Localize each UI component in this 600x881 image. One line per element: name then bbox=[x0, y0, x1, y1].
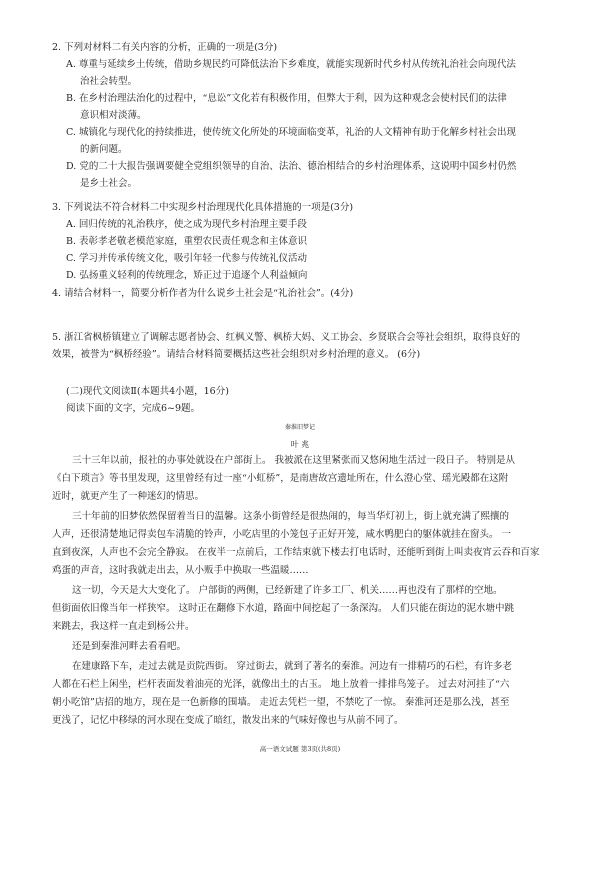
question-2-option-d-line1: D. 党的二十大报告强调要健全党组织领导的自治、法治、德治相结合的乡村治理体系，这说明中国乡村仍然 bbox=[66, 161, 517, 172]
article-author: 叶 兆 bbox=[290, 440, 310, 449]
article-p5-line3: 朝小吃馆”店招的地方，现在是一色新修的围墙。 走近去凭栏一望，不禁吃了一惊。 秦淮河还是那么浅，甚至 bbox=[52, 697, 510, 708]
article-p4-line1 bbox=[52, 638, 552, 656]
question-2-stem: 2. 下列对材料二有关内容的分析，正确的一项是(3分) bbox=[52, 42, 278, 53]
question-2-option-a-line2: 治社会转型。 bbox=[80, 76, 138, 87]
article-p5-line1 bbox=[52, 658, 552, 676]
article-p3-line3: 来跳去，我这样一直走到杨公井。 bbox=[52, 621, 195, 632]
page-footer: 高一语文试题 第3页(共8页) bbox=[259, 745, 341, 753]
article-p5-line2: 人都在石栏上闲坐，栏杆表面发着油亮的光泽，就像出土的古玉。 地上放着一排排鸟笼子。 过去对河挂了“六 bbox=[52, 679, 510, 690]
question-2-option-d-line2: 是乡土社会。 bbox=[80, 178, 138, 189]
question-3-option-a: A. 回归传统的礼治秩序，使之成为现代乡村治理主要手段 bbox=[66, 219, 307, 230]
text: 这一切，今天是大大变化了。 户部街的两侧，已经新建了许多工厂、机关……再也没有了那样的空地。 bbox=[72, 585, 503, 596]
article-p2-line1 bbox=[52, 508, 552, 526]
text: 三十年前的旧梦依然保留着当日的温馨。这条小街曾经是很热闹的，每当华灯初上，街上就充满了熙攘的 bbox=[72, 511, 510, 522]
text: 还是到秦淮河畔去看看吧。 bbox=[72, 641, 187, 652]
question-4: 4. 请结合材料一，简要分析作者为什么说乡土社会是“礼治社会”。(4分) bbox=[52, 288, 354, 299]
question-2-option-b-line1: B. 在乡村治理法治化的过程中，“息讼”文化若有积极作用，但弊大于利，因为这种观念会使村民们的法律 bbox=[66, 93, 507, 104]
text: 在建康路下车，走过去就是贡院西街。 穿过街去，就到了著名的秦淮。河边有一排精巧的石栏，有许多老 bbox=[72, 661, 513, 672]
article-title: 秦淮旧梦记 bbox=[284, 424, 315, 431]
question-3-stem: 3. 下列说法不符合材料二中实现乡村治理现代化具体措施的一项是(3分) bbox=[52, 202, 354, 213]
question-2-option-c-line2: 的新问题。 bbox=[80, 144, 128, 155]
article-p1-line3: 近时，就更产生了一种迷幻的情思。 bbox=[52, 491, 205, 502]
question-2-option-c-line1: C. 城镇化与现代化的持续推进，使传统文化所处的环境面临变革，礼治的人文精神有助于化解乡村社会出现 bbox=[66, 127, 516, 138]
text: 三十三年以前，报社的办事处就设在户部街上。 我被派在这里紧张而又悠闲地生活过一段日子。 特别是从 bbox=[72, 455, 516, 466]
article-p5-line4: 更浅了，记忆中移绿的河水现在变成了暗红，散发出来的气味好像也与从前不同了。 bbox=[52, 715, 404, 726]
article-p2-line3: 直到夜深，人声也不会完全静寂。 在夜半一点前后，工作结束就下楼去打电话时，还能听到街上叫卖夜宵云吞和百家 bbox=[52, 547, 540, 558]
article-p3-line1 bbox=[52, 582, 552, 600]
question-2-option-b-line2: 意识相对淡薄。 bbox=[80, 110, 147, 121]
section-title: (二)现代文阅读Ⅱ(本题共4小题，16分) bbox=[66, 386, 229, 397]
article-p2-line4: 鸡蛋的声音，这时我就走出去，从小贩手中换取一些温暖…… bbox=[52, 565, 309, 576]
article-p3-line2: 但街面依旧像当年一样狭窄。 这时正在翻修下水道，路面中间挖起了一条深沟。 人们只能在街边的泥水塘中跳 bbox=[52, 603, 515, 614]
section-instruction: 阅读下面的文字，完成6~9题。 bbox=[66, 403, 201, 414]
question-2-option-a-line1: A. 尊重与延续乡土传统，借助乡规民约可降低法治下乡难度，就能实现新时代乡村从传统礼治社会向现代法 bbox=[66, 59, 516, 70]
article-p1-line1 bbox=[52, 452, 552, 470]
question-5-line2: 效果，被誉为“枫桥经验”。请结合材料简要概括这些社会组织对乡村治理的意义。 (6分) bbox=[52, 349, 421, 360]
article-p1-line2: 《白下琐言》等书里发现，这里曾经有过一座“小虹桥”，是南唐故宫遗址所在，什么澄心堂、瑶光殿都在这附 bbox=[52, 473, 509, 484]
question-3-option-b: B. 表彰孝老敬老模范家庭，重塑农民责任观念和主体意识 bbox=[66, 236, 308, 247]
question-3-option-d: D. 弘扬重义轻利的传统理念，矫正过于追逐个人利益倾向 bbox=[66, 270, 308, 281]
question-3-option-c: C. 学习并传承传统文化，吸引年轻一代参与传统礼仪活动 bbox=[66, 253, 307, 264]
article-p2-line2: 人声，还很清楚地记得卖包车清脆的铃声，小吃店里的小笼包子正好开笼，咸水鸭肥白的躯体就挂在窗头。 一 bbox=[52, 529, 512, 540]
question-5-line1: 5. 浙江省枫桥镇建立了调解志愿者协会、红枫义警、枫桥大妈、义工协会、乡贤联合会等社会组织，取得良好的 bbox=[52, 332, 521, 343]
